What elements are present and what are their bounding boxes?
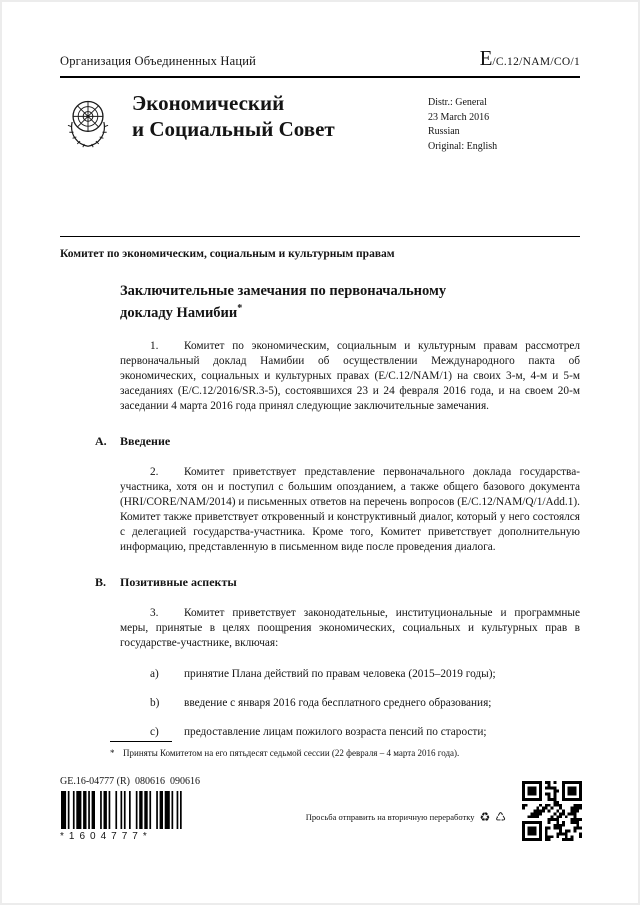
footnote (110, 747, 462, 760)
date-line: 23 March 2016 (428, 111, 490, 123)
page-title-text: Заключительные замечания по первоначальному докладу Намибии (120, 283, 447, 321)
section-title: Введение (120, 434, 171, 449)
recycle-paper-icon: ♺ (495, 810, 506, 824)
list-item-marker: a) (150, 668, 159, 681)
original-line: Original: English (428, 140, 498, 152)
list-item-text: принятие Плана действий по правам человека (2015–2019 годы); (184, 668, 496, 681)
section-heading-a (95, 434, 580, 449)
council-title-line1: Экономический (132, 91, 285, 115)
section-letter: A. (95, 434, 107, 449)
org-name: Организация Объединенных Наций (60, 54, 257, 68)
council-title-line2: и Социальный Совет (132, 116, 335, 141)
recycle-icon: ♻ (479, 810, 491, 824)
footer-bottom-row (60, 791, 582, 853)
distr-line: Distr.: General (428, 97, 487, 108)
recycle-text: Просьба отправить на вторичную переработку (305, 812, 475, 822)
section-letter: B. (95, 575, 107, 590)
list-item (150, 667, 580, 682)
distribution-block (428, 91, 580, 154)
paragraph-number: 3. (150, 607, 159, 620)
paragraph-3 (120, 606, 580, 651)
title-footnote-marker: * (237, 302, 243, 314)
document-body (95, 282, 580, 740)
footnote-marker: * (110, 747, 115, 758)
header-block (60, 91, 580, 154)
list-item (150, 725, 580, 740)
footnote-text: Приняты Комитетом на его пятьдесят седьмой сессии (22 февраля – 4 марта 2016 года). (123, 747, 460, 758)
list-item-marker: c) (150, 726, 159, 739)
barcode (60, 791, 188, 842)
page-title (120, 282, 492, 323)
list-item (150, 696, 580, 711)
barcode-text: *1604777* (60, 831, 152, 842)
list-item-text: предоставление лицам пожилого возраста пенсий по старости; (184, 726, 487, 739)
qr-modules (522, 781, 582, 841)
masthead (60, 48, 580, 69)
paragraph-number: 2. (150, 466, 159, 479)
footnote-rule (110, 741, 172, 742)
document-reference-line: GE.16-04777 (R) 080616 090616 (60, 776, 200, 787)
paragraph-2 (120, 465, 580, 555)
sub-rule (60, 236, 580, 237)
barcode-bars (60, 791, 188, 829)
subparagraph-list (120, 667, 580, 740)
section-title: Позитивные аспекты (120, 575, 237, 590)
committee-line: Комитет по экономическим, социальным и культурным правам (60, 248, 395, 260)
document-symbol-letter: E (479, 46, 493, 70)
paragraph-text: Комитет приветствует законодательные, институциональные и программные меры, принятые в целях поощрения экономических, социальных и культурных прав в государстве-участнике, включая: (120, 607, 580, 650)
document-symbol-number: /C.12/NAM/CO/1 (492, 56, 580, 68)
paragraph-number: 1. (150, 339, 159, 352)
recycle-notice (306, 811, 506, 823)
list-item-text: введение с января 2016 года бесплатного среднего образования; (184, 697, 492, 710)
header-rule (60, 76, 580, 78)
paragraph-text: Комитет приветствует представление первоначального доклада государства-участника, хотя он и поступил с большим опозданием, а также общего базового документа (HRI/CORE/NAM/2014) и письменных ответов на перечень вопросов (E/C.12/NAM/Q/1/Add.1). Комитет также приветствует откровенный и конструктивный диалог, который у него состоялся с делегацией государства-участника. Кроме того, Комитет приветствует дополнительную информацию, представленную в письменном виде после проведения диалога. (120, 466, 580, 554)
paragraph-1 (120, 339, 580, 414)
qr-code (522, 781, 582, 841)
paragraph-text: Комитет по экономическим, социальным и культурным правам рассмотрел первоначальный доклад Намибии об осуществлении Международного пакта об экономических, социальных и культурных правах (E/C.12/NAM/1) на своих 3-м, 4-м и 5-м заседаниях (E/C.12/2016/SR.3-5), состоявшихся 23 и 24 февраля 2016 года, и на своем 20-м заседании 4 марта 2016 года принял следующие заключительные замечания. (120, 339, 580, 413)
un-emblem-icon (60, 93, 116, 151)
list-item-marker: b) (150, 697, 160, 710)
section-heading-b (95, 575, 580, 590)
council-title (132, 91, 335, 154)
language-line: Russian (428, 126, 460, 137)
document-symbol (480, 48, 580, 69)
page-footer (60, 741, 582, 853)
